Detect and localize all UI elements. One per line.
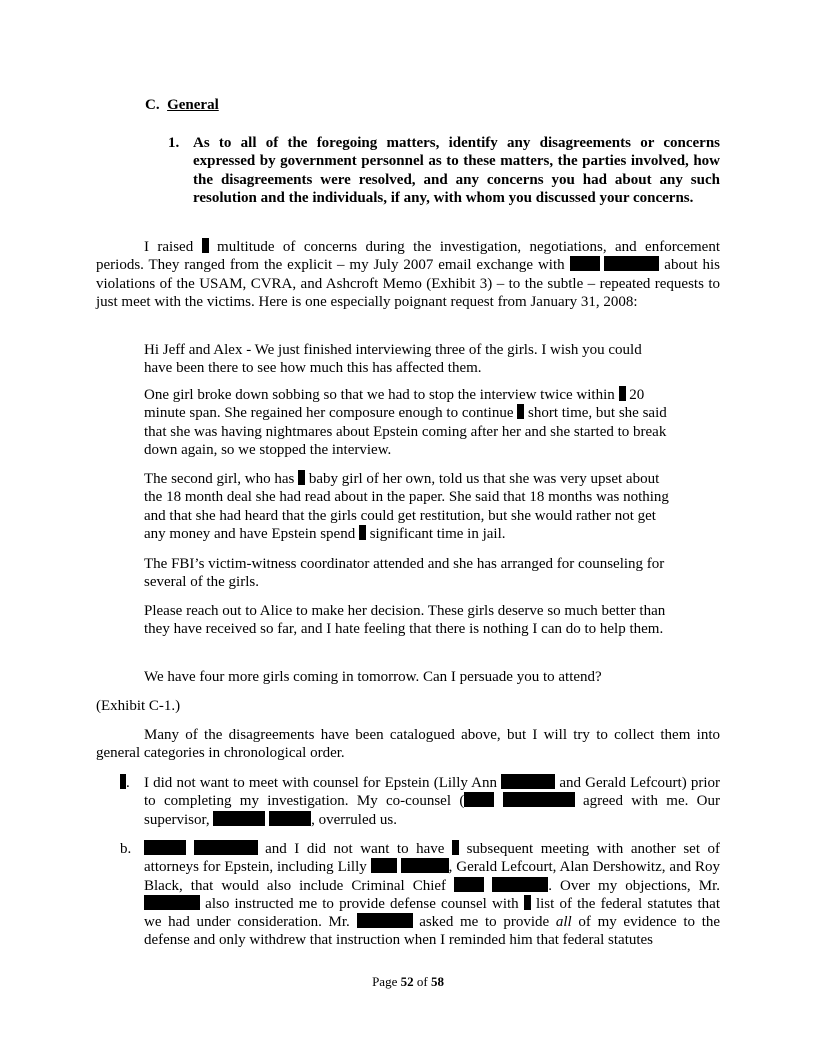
email-paragraph-5: Please reach out to Alice to make her decision. These girls deserve so much better than they have received so far, and I hate feeling that there is nothing I can do to help them.	[144, 603, 666, 638]
redaction-box	[619, 386, 626, 401]
list-text: list of the federal statutes that we had under consideration. Mr.	[144, 895, 721, 931]
emphasized-word: all	[555, 914, 572, 931]
redaction-box	[213, 811, 265, 826]
list-text: and I did not want to have	[265, 841, 445, 857]
email-text: One girl broke down sobbing so that we had to stop the interview twice within	[144, 387, 615, 403]
footer-page-word: Page	[372, 974, 398, 989]
redaction-box	[144, 895, 200, 910]
redaction-box	[371, 858, 397, 873]
redaction-box	[452, 840, 459, 855]
redaction-box	[501, 774, 555, 789]
section-title: General	[167, 97, 219, 113]
email-text: The second girl, who has	[144, 471, 295, 487]
redaction-box	[357, 913, 413, 928]
list-text: and Gerald Lefcourt) prior to completing my investigation. My co-counsel (	[144, 775, 721, 810]
list-text: . Over my objections, Mr.	[548, 877, 720, 894]
list-item-label	[120, 774, 130, 792]
section-heading	[145, 97, 219, 114]
redaction-box	[464, 792, 494, 807]
redaction-box	[517, 404, 524, 419]
email-text: 20 minute span. She regained her composure enough to continue	[144, 387, 645, 422]
footer-of-word: of	[416, 974, 428, 989]
redaction-box	[454, 877, 484, 892]
question-block	[168, 134, 720, 207]
list-text: subsequent meeting with another set of attorneys for Epstein, including Lilly	[144, 841, 721, 876]
email-text: short time, but she said that she was having nightmares about Epstein coming after her and she started to break down again, so we stopped the interview.	[144, 405, 667, 458]
list-item-body	[144, 840, 720, 950]
email-text: significant time in jail.	[369, 525, 506, 542]
redaction-box	[503, 792, 575, 807]
intro-paragraph	[96, 238, 720, 311]
email-text: baby girl of her own, told us that she was very upset about the 18 month deal she had read about in the paper. She said that 18 months was nothing and that she had heard that the girls could get restitution, but she would rather not get any money and have Epstein spend	[144, 471, 669, 542]
list-text: also instructed me to provide defense counsel with	[205, 895, 519, 912]
list-item-label: b.	[120, 841, 132, 857]
intro-text-2: multitude of concerns during the investigation, negotiations, and enforcement periods. They ranged from the explicit – my July 2007 email exchange with	[96, 239, 720, 274]
intro-text-3: about his violations of the USAM, CVRA, and Ashcroft Memo (Exhibit 3) – to the subtle – repeated requests to just meet with the victims. Here is one especially poignant request from January 31, 2008:	[96, 257, 721, 310]
redaction-box	[298, 470, 305, 485]
list-item-a	[120, 774, 720, 829]
redaction-box	[604, 256, 659, 271]
redaction-box	[492, 877, 548, 892]
summary-paragraph: Many of the disagreements have been catalogued above, but I will try to collect them into general categories in chronological order.	[96, 727, 720, 762]
footer-current-page: 52	[400, 974, 414, 989]
redaction-box	[359, 525, 366, 540]
email-paragraph-6: We have four more girls coming in tomorrow. Can I persuade you to attend?	[144, 669, 602, 685]
redaction-box	[194, 840, 258, 855]
intro-text-1: I raised	[144, 239, 194, 255]
list-text: of my evidence to the defense and only withdrew that instruction when I reminded him that federal statutes	[144, 914, 721, 949]
list-text: agreed with me. Our supervisor,	[144, 793, 720, 828]
list-item-body	[144, 774, 720, 829]
email-paragraph-4: The FBI’s victim-witness coordinator attended and she has arranged for counseling for several of the girls.	[144, 556, 665, 591]
exhibit-reference: (Exhibit C-1.)	[96, 698, 181, 714]
redaction-box	[524, 895, 531, 910]
list-item-b	[120, 840, 720, 950]
list-text: , Gerald Lefcourt, Alan Dershowitz, and Roy Black, that would also include Criminal Chief	[144, 859, 721, 894]
list-text: asked me to provide	[419, 914, 550, 931]
redaction-box	[144, 840, 186, 855]
email-paragraph-2	[144, 386, 673, 459]
redaction-box	[202, 238, 209, 253]
email-paragraph-3	[144, 470, 673, 543]
list-label-text: .	[126, 775, 130, 791]
footer-total-pages: 58	[430, 974, 444, 989]
list-text: I did not want to meet with counsel for Epstein (Lilly Ann	[144, 775, 498, 791]
page-footer	[0, 974, 816, 990]
redaction-box	[401, 858, 449, 873]
redaction-box	[570, 256, 600, 271]
question-text: As to all of the foregoing matters, identify any disagreements or concerns expressed by government personnel as to these matters, the parties involved, how the disagreements were resolved, and any concerns you had about any such resolution and the individuals, if any, with whom you discussed your concerns.	[193, 135, 720, 206]
list-text: , overruled us.	[311, 811, 397, 828]
email-paragraph-1: Hi Jeff and Alex - We just finished interviewing three of the girls. I wish you could have been there to see how much this has affected them.	[144, 342, 642, 377]
section-letter: C.	[145, 97, 160, 113]
redaction-box	[269, 811, 311, 826]
question-number: 1.	[168, 135, 180, 151]
